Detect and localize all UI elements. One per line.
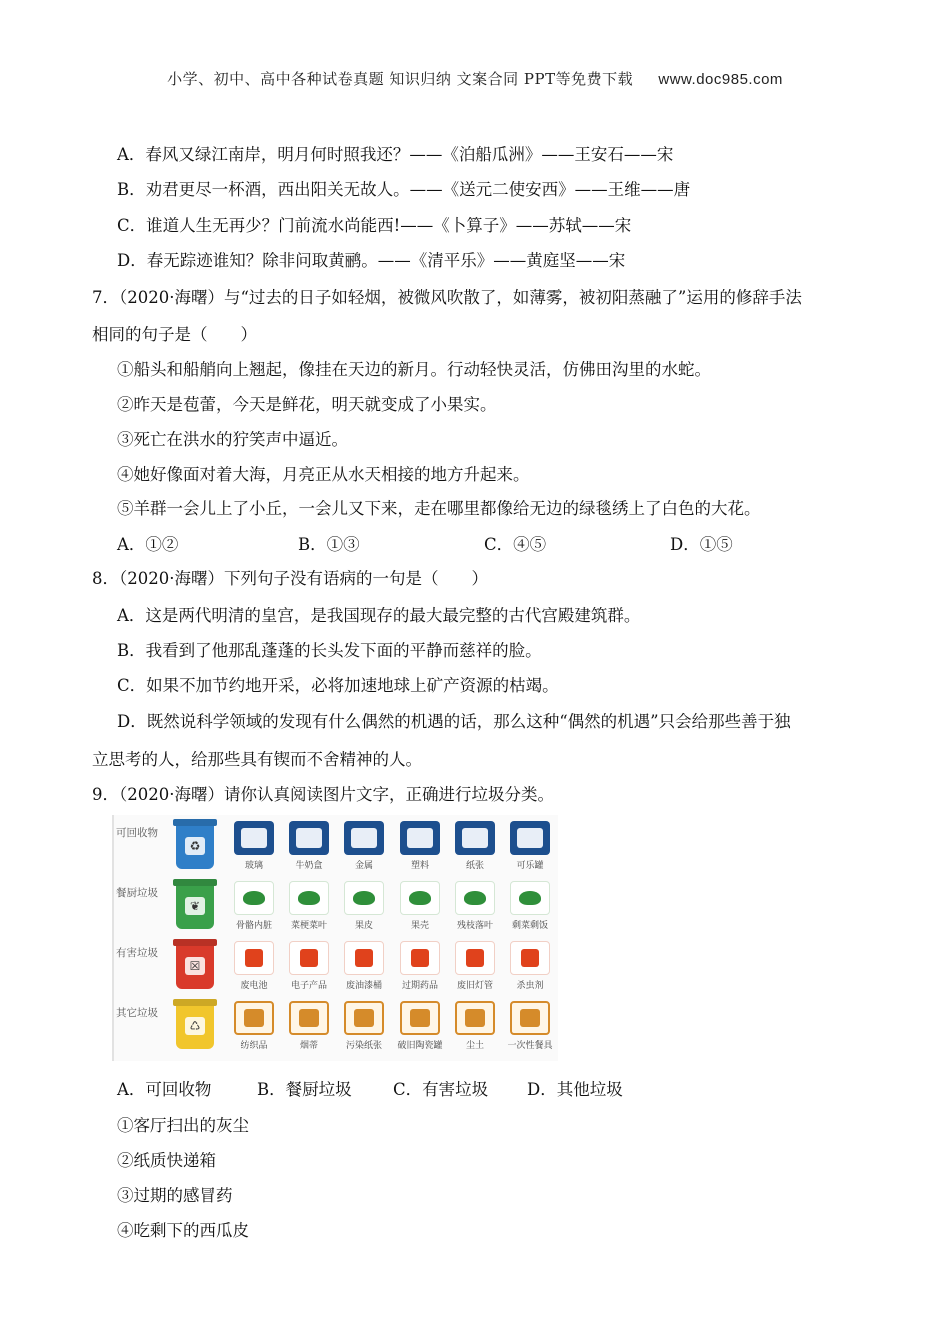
q8-option-a: A．这是两代明清的皇宫，是我国现存的最大最完整的古代宫殿建筑群。 (117, 606, 641, 625)
figure-item: 果壳 (394, 881, 446, 931)
paper-icon (455, 821, 495, 855)
figure-item: 果皮 (338, 881, 390, 931)
can-icon (510, 821, 550, 855)
q7-option-d: D．①⑤ (670, 535, 733, 554)
q9-item-3: ③过期的感冒药 (117, 1186, 233, 1205)
category-label: 可回收物 (116, 827, 158, 839)
q8-option-d: D．既然说科学领域的发现有什么偶然的机遇的话，那么这种“偶然的机遇”只会给那些善于独 (117, 712, 791, 731)
figure-item: 塑料 (394, 821, 446, 871)
figure-item: 纸张 (449, 821, 501, 871)
header-site: www.doc985.com (658, 71, 783, 88)
leftovers-icon (510, 881, 550, 915)
q9-item-4: ④吃剩下的西瓜皮 (117, 1221, 249, 1240)
leaves-icon (455, 881, 495, 915)
figure-item: 牛奶盒 (283, 821, 335, 871)
q7-option-b: B．①③ (298, 535, 360, 554)
q7-stem-line2: 相同的句子是（ ） (92, 325, 257, 344)
paint-bucket-icon (344, 941, 384, 975)
q7-item-3: ③死亡在洪水的狞笑声中逼近。 (117, 430, 348, 449)
dust-icon (455, 1001, 495, 1035)
q9-stem: 9．（2020·海曙）请你认真阅读图片文字，正确进行垃圾分类。 (92, 785, 554, 804)
figure-item: 骨骼内脏 (228, 881, 280, 931)
figure-item: 废油漆桶 (338, 941, 390, 991)
figure-item: 电子产品 (283, 941, 335, 991)
figure-row-kitchen (114, 879, 558, 941)
q6-option-d: D．春无踪迹谁知？除非问取黄鹂。——《清平乐》——黄庭坚——宋 (117, 251, 626, 270)
figure-item: 一次性餐具 (504, 1001, 556, 1051)
q8-stem: 8．（2020·海曙）下列句子没有语病的一句是（ ） (92, 569, 488, 588)
header-text: 小学、初中、高中各种试卷真题 知识归纳 文案合同 PPT等免费下载 (167, 70, 634, 88)
figure-item: 杀虫剂 (504, 941, 556, 991)
hazard-symbol-icon: ☒ (185, 957, 205, 975)
q7-option-c: C．④⑤ (484, 535, 547, 554)
other-bin-icon (176, 1003, 214, 1049)
figure-item: 废电池 (228, 941, 280, 991)
q8-option-c: C．如果不加节约地开采，必将加速地球上矿产资源的枯竭。 (117, 676, 559, 695)
garbage-sort-figure (112, 815, 558, 1061)
disposable-tableware-icon (510, 1001, 550, 1035)
dirty-paper-icon (344, 1001, 384, 1035)
q7-options (0, 535, 950, 557)
figure-item: 废旧灯管 (449, 941, 501, 991)
figure-item: 剩菜剩饭 (504, 881, 556, 931)
nut-shell-icon (400, 881, 440, 915)
plastic-bottle-icon (400, 821, 440, 855)
medicine-icon (400, 941, 440, 975)
figure-item: 金属 (338, 821, 390, 871)
other-symbol-icon: ♺ (185, 1017, 205, 1035)
milk-carton-icon (289, 821, 329, 855)
bone-icon (234, 881, 274, 915)
q9-option-b: B．餐厨垃圾 (257, 1080, 352, 1099)
q7-item-4: ④她好像面对着大海，月亮正从水天相接的地方升起来。 (117, 465, 530, 484)
battery-icon (234, 941, 274, 975)
q6-option-c: C．谁道人生无再少？门前流水尚能西!——《卜算子》——苏轼——宋 (117, 216, 632, 235)
ceramic-icon (400, 1001, 440, 1035)
q9-options (0, 1080, 950, 1102)
q6-option-b: B．劝君更尽一杯酒，西出阳关无故人。——《送元二使安西》——王维——唐 (117, 180, 691, 199)
q9-option-a: A．可回收物 (117, 1080, 212, 1099)
q8-option-d-cont: 立思考的人，给那些具有锲而不舍精神的人。 (92, 750, 422, 769)
vegetable-icon (289, 881, 329, 915)
recycle-bin-icon (176, 823, 214, 869)
lamp-tube-icon (455, 941, 495, 975)
figure-row-other (114, 999, 558, 1061)
figure-row-recyclable (114, 819, 558, 881)
figure-item: 菜梗菜叶 (283, 881, 335, 931)
q7-item-5: ⑤羊群一会儿上了小丘，一会儿又下来，走在哪里都像给无边的绿毯绣上了白色的大花。 (117, 499, 761, 518)
figure-item: 过期药品 (394, 941, 446, 991)
figure-item: 玻璃 (228, 821, 280, 871)
recycle-symbol-icon: ♻ (185, 837, 205, 855)
q9-item-2: ②纸质快递箱 (117, 1151, 216, 1170)
figure-item: 残枝落叶 (449, 881, 501, 931)
q6-option-a: A．春风又绿江南岸，明月何时照我还？——《泊船瓜洲》——王安石——宋 (117, 145, 674, 164)
page-header (0, 68, 950, 89)
figure-item: 污染纸张 (338, 1001, 390, 1051)
electronics-icon (289, 941, 329, 975)
leaf-symbol-icon: ❦ (185, 897, 205, 915)
figure-item: 尘土 (449, 1001, 501, 1051)
category-label: 其它垃圾 (116, 1007, 158, 1019)
hazardous-bin-icon (176, 943, 214, 989)
pesticide-icon (510, 941, 550, 975)
q7-item-1: ①船头和船艄向上翘起，像挂在天边的新月。行动轻快灵活，仿佛田沟里的水蛇。 (117, 360, 711, 379)
category-label: 有害垃圾 (116, 947, 158, 959)
textile-icon (234, 1001, 274, 1035)
cigarette-icon (289, 1001, 329, 1035)
q9-option-d: D．其他垃圾 (527, 1080, 623, 1099)
figure-item: 破旧陶瓷罐 (394, 1001, 446, 1051)
figure-item: 纺织品 (228, 1001, 280, 1051)
q7-option-a: A．①② (117, 535, 179, 554)
q7-stem-line1: 7．（2020·海曙）与“过去的日子如轻烟，被微风吹散了，如薄雾，被初阳蒸融了”运用的修辞手法 (92, 288, 802, 307)
figure-item: 烟蒂 (283, 1001, 335, 1051)
figure-item: 可乐罐 (504, 821, 556, 871)
category-label: 餐厨垃圾 (116, 887, 158, 899)
figure-row-hazardous (114, 939, 558, 1001)
q9-item-1: ①客厅扫出的灰尘 (117, 1116, 249, 1135)
q8-option-b: B．我看到了他那乱蓬蓬的长头发下面的平静而慈祥的脸。 (117, 641, 542, 660)
kitchen-bin-icon (176, 883, 214, 929)
glass-icon (234, 821, 274, 855)
q7-item-2: ②昨天是苞蕾，今天是鲜花，明天就变成了小果实。 (117, 395, 497, 414)
metal-icon (344, 821, 384, 855)
q9-option-c: C．有害垃圾 (393, 1080, 489, 1099)
fruit-peel-icon (344, 881, 384, 915)
